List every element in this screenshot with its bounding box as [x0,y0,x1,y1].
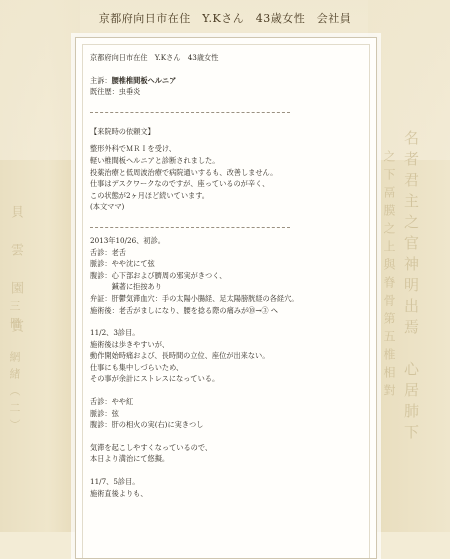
complaint-line [90,75,360,87]
request-line: 整形外科でＭＲＩを受け、 [90,144,176,154]
request-line: 軽い椎間板ヘルニアと診断されました。 [90,155,220,165]
visit2-line: 仕事にも集中しづらいため、 [90,362,184,372]
article-content [90,52,360,499]
visit1-line: 脈診：やや沈にて弦 [90,259,155,269]
visit1-date: 2013年10/26、初診。 [90,235,165,245]
complaint-label: 主訴： [90,75,112,85]
background-text-right-2: 之下鬲膜之上與脊骨第五椎相對 [382,150,396,402]
request-line: 投薬治療と低周波治療で病院通いするも、改善しません。 [90,167,278,177]
page-title: 京都府向日市在住 Y.Kさん 43歳女性 会社員 [98,12,352,25]
divider [90,112,290,113]
request-line: (本文ママ) [90,202,125,212]
visit2-exam: 脈診：弦 [90,408,119,418]
visit2-line: 動作開始時痛および、長時間の立位、座位が出来ない。 [90,351,270,361]
divider [90,227,290,228]
visit3-date: 11/7、5診目。 [90,477,140,487]
background-text-left-1: 貝 雲 園 賞 [8,205,23,338]
history-line: 既往歴：虫垂炎 [90,87,141,97]
visit2-line: その事が余計にストレスになっている。 [90,374,220,384]
visit2-note: 気滞を起こしやすくなっているので、 [90,442,213,452]
visit1-line: 腹診：心下部および臍周の邪実がきつく、 [90,270,227,280]
request-title: 【来院時の依頼文】 [90,126,155,136]
visit1-line: 舌診：老舌 [90,247,126,257]
case-heading: 京都府向日市在住 Y.Kさん 43歳女性 [90,53,219,62]
visit2-note: 本日より満治にて悠擬。 [90,454,170,464]
request-line: この状態が2ヶ月ほど続いています。 [90,190,209,200]
background-text-left-2: 三冊 網緒（二） [8,300,21,436]
visit2-exam: 腹診：肝の相火の実(右)に実きつし [90,420,204,430]
article-card [75,37,377,559]
visit1-line: 弁証：肝鬱気滞血穴：手の太陽小腸経、足太陽膀胱経の各経穴。 [90,293,299,303]
visit2-line: 施術後は歩きやすいが、 [90,339,170,349]
visit2-exam: 舌診：やや紅 [90,397,134,407]
request-line: 仕事はデスクワークなのですが、座っているのが辛く、 [90,179,270,189]
visit1-line: 鍼著に拒按あり [90,282,162,292]
background-text-right-1: 名者君主之官神明出焉 心居肺下 [402,130,420,445]
visit1-line: 施術後：老舌がましになり、腰を捻る際の痛みが⑩→③ へ [90,305,278,315]
complaint-value: 腰椎椎間板ヘルニア [111,75,177,85]
visit3-line: 施術直後よりも、 [90,488,148,498]
visit2-date: 11/2、3診目。 [90,328,140,338]
